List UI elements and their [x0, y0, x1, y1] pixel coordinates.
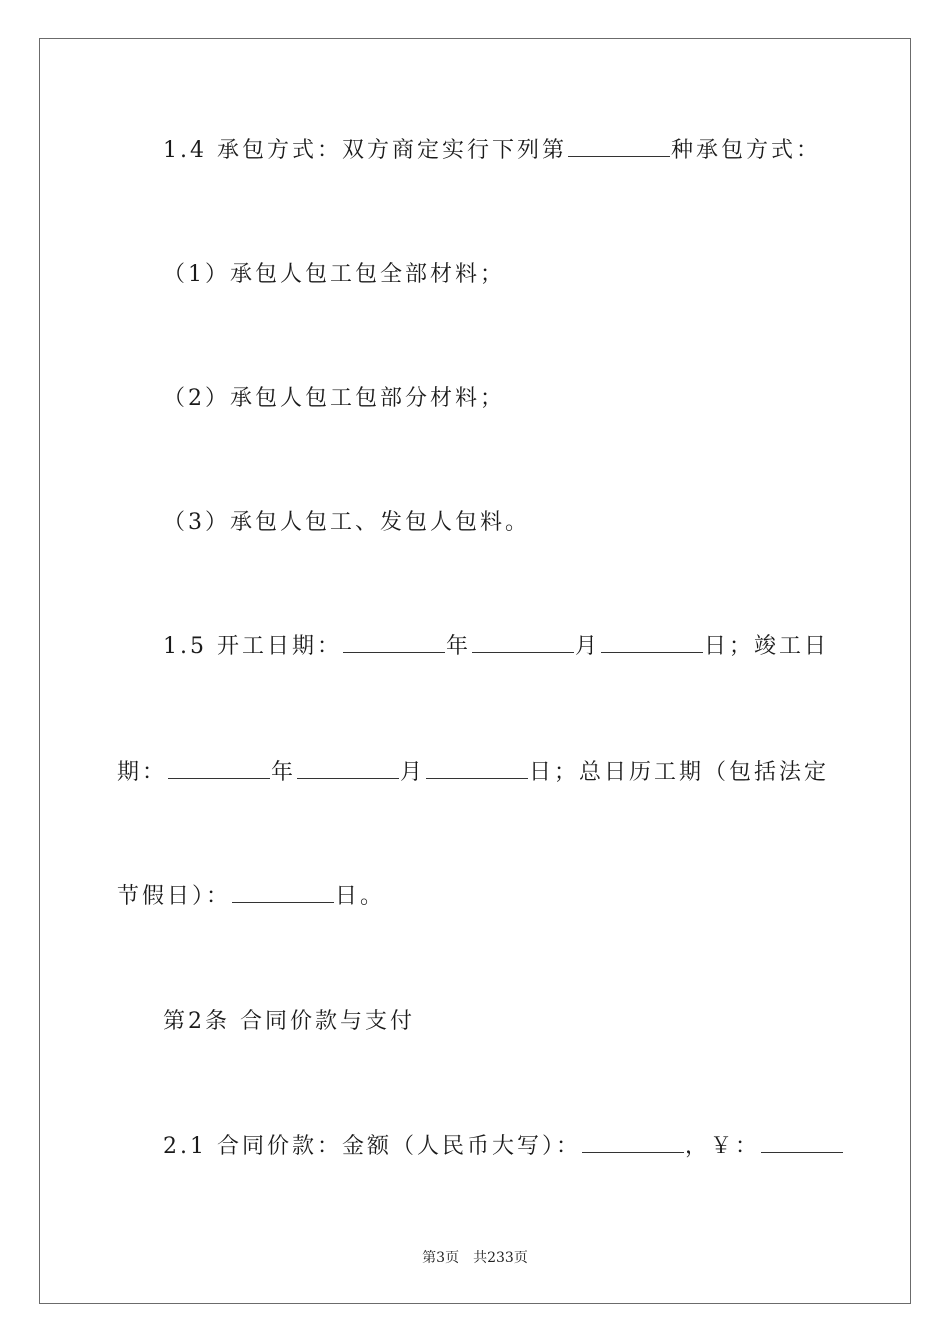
month-label: 月: [575, 634, 601, 659]
clause-1-5-text: 1.5 开工日期：: [163, 634, 342, 659]
blank-end-day[interactable]: [426, 758, 528, 779]
blank-start-day[interactable]: [601, 632, 703, 653]
yuan-label: ，￥：: [684, 1134, 760, 1159]
page-border: [39, 38, 911, 1304]
blank-amount-figures[interactable]: [761, 1132, 843, 1153]
option-3: （3）承包人包工、发包人包料。: [163, 510, 530, 535]
holidays-label: 节假日）：: [117, 884, 232, 909]
month-label: 月: [400, 760, 426, 785]
blank-start-year[interactable]: [343, 632, 445, 653]
article-2-heading: 第2条 合同价款与支付: [163, 1009, 415, 1034]
day-label: 日；竣工日: [704, 634, 830, 659]
option-1: （1）承包人包工包全部材料；: [163, 262, 505, 287]
blank-end-month[interactable]: [297, 758, 399, 779]
clause-1-5-cont: [117, 758, 829, 788]
period-label: 期：: [117, 760, 168, 785]
page-number: 第3页: [422, 1250, 460, 1266]
clause-1-5-holidays: [117, 882, 385, 912]
clause-2-1-text: 2.1 合同价款：金额（人民币大写）：: [163, 1134, 581, 1159]
blank-end-year[interactable]: [168, 758, 270, 779]
blank-amount-words[interactable]: [582, 1132, 684, 1153]
clause-1-4-suffix: 种承包方式：: [670, 138, 821, 163]
year-label: 年: [445, 634, 471, 659]
days-suffix: 日。: [335, 884, 386, 909]
blank-start-month[interactable]: [472, 632, 574, 653]
option-2: （2）承包人包工包部分材料；: [163, 386, 505, 411]
clause-1-4: [163, 136, 821, 166]
year-label: 年: [271, 760, 297, 785]
page-footer: [0, 1247, 950, 1267]
clause-1-5: [163, 632, 829, 662]
page-total: 共233页: [473, 1250, 528, 1266]
total-period-text: 日；总日历工期（包括法定: [529, 760, 830, 785]
blank-total-days[interactable]: [232, 882, 334, 903]
clause-2-1: [163, 1132, 844, 1162]
blank-contract-method[interactable]: [568, 136, 670, 157]
clause-1-4-text: 1.4 承包方式：双方商定实行下列第: [163, 138, 567, 163]
